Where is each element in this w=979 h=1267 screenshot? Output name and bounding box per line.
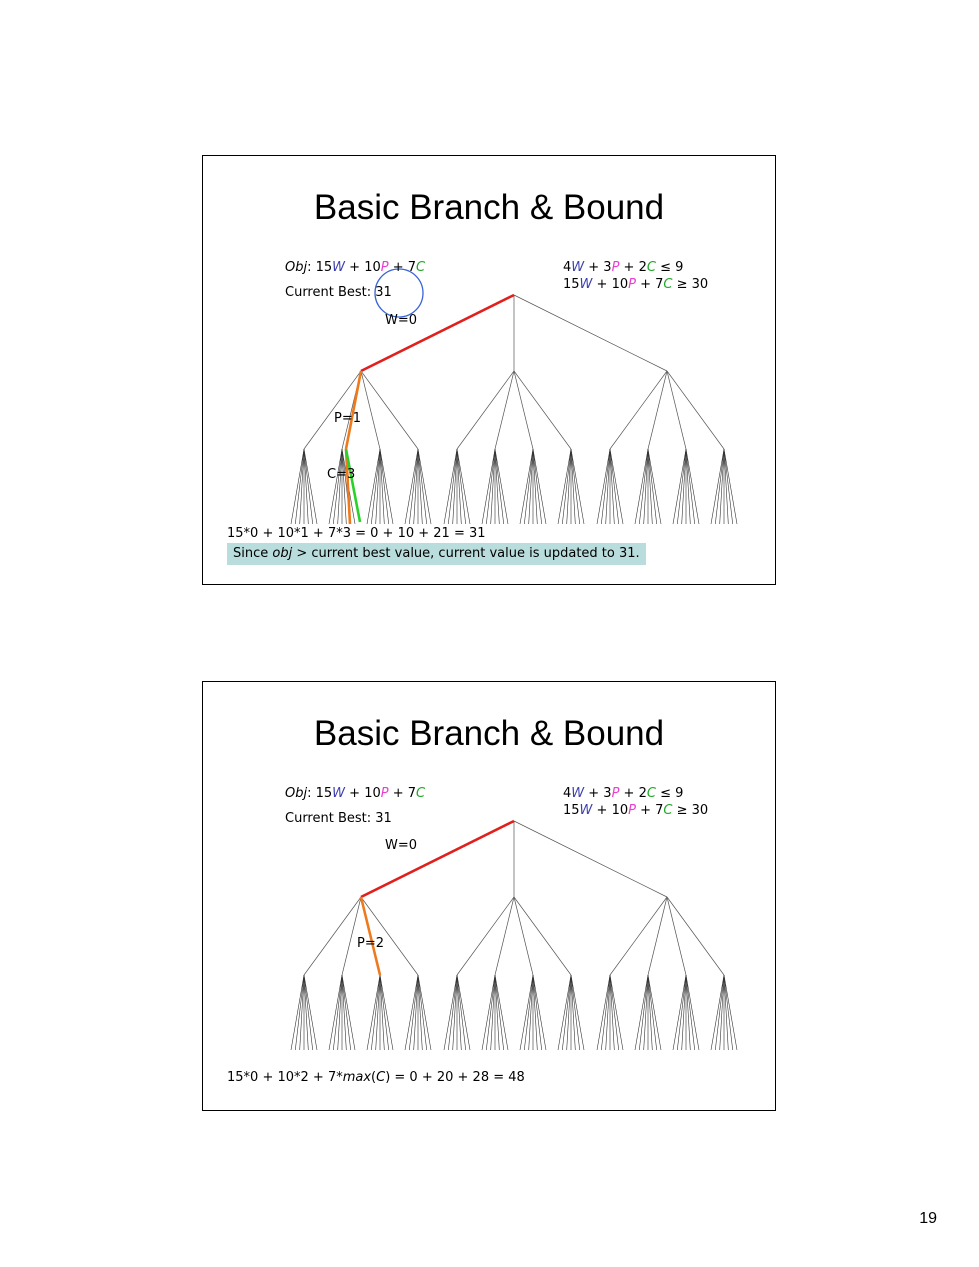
tree-edge	[562, 449, 571, 524]
slide-title: Basic Branch & Bound	[313, 714, 665, 753]
tree-edge	[533, 975, 542, 1050]
tree-edge	[333, 449, 342, 524]
current-best: Current Best: 31	[285, 811, 392, 826]
tree-edge	[610, 975, 619, 1050]
tree-edge	[610, 371, 667, 449]
branch-label-w: W=0	[385, 313, 418, 328]
current-best: Current Best: 31	[285, 285, 392, 300]
tree-edge	[724, 449, 733, 524]
tree-edge	[648, 449, 657, 524]
tree-edge	[667, 371, 724, 449]
tree-edge	[495, 897, 514, 975]
tree-edge	[677, 449, 686, 524]
tree-edge	[418, 449, 427, 524]
slide-title: Basic Branch & Bound	[313, 188, 665, 227]
update-note: Since obj > current best value, current value is updated to 31.	[227, 543, 646, 565]
tree-edge	[639, 975, 648, 1050]
p-branch-path	[346, 371, 361, 449]
tree-edge	[409, 975, 418, 1050]
tree-edge	[495, 449, 504, 524]
tree-edge	[562, 975, 571, 1050]
tree-edge	[667, 371, 686, 449]
tree-edge	[514, 371, 533, 449]
tree-edge	[610, 897, 667, 975]
tree-edge	[495, 371, 514, 449]
tree-edge	[514, 371, 571, 449]
tree-edge	[571, 449, 580, 524]
tree-edge	[361, 371, 418, 449]
tree-edge	[304, 449, 313, 524]
tree-edge	[648, 975, 657, 1050]
tree-edge	[486, 975, 495, 1050]
tree-edge	[571, 975, 580, 1050]
tree-edge	[724, 975, 733, 1050]
page-number: 19	[919, 1210, 937, 1227]
constraint-value: 15W + 10P + 7C ≥ 30	[563, 277, 709, 292]
tree-edge	[495, 975, 504, 1050]
tree-edge	[333, 975, 342, 1050]
tree-edge	[667, 897, 724, 975]
tree-edge	[457, 371, 514, 449]
tree-edge	[648, 897, 667, 975]
w-branch-path	[361, 295, 514, 371]
w-branch-path	[361, 821, 514, 897]
objective-calculation: 15*0 + 10*1 + 7*3 = 0 + 10 + 21 = 31	[227, 526, 486, 541]
tree-edge	[601, 449, 610, 524]
tree-edge	[610, 449, 619, 524]
objective-function: Obj: 15W + 10P + 7C	[285, 260, 426, 275]
objective-function: Obj: 15W + 10P + 7C	[285, 786, 426, 801]
tree-edge	[486, 449, 495, 524]
tree-edge	[514, 897, 571, 975]
tree-edge	[686, 449, 695, 524]
branch-label-p: P=1	[334, 411, 362, 426]
tree-edge	[648, 371, 667, 449]
tree-edge	[524, 449, 533, 524]
tree-edge	[639, 449, 648, 524]
tree-edge	[448, 449, 457, 524]
slide-2	[202, 681, 776, 1111]
tree-edge	[409, 449, 418, 524]
tree-edge	[380, 449, 389, 524]
tree-edge	[686, 975, 695, 1050]
tree-edge	[304, 975, 313, 1050]
tree-edge	[371, 975, 380, 1050]
branch-label-c: C=3	[327, 467, 356, 482]
constraint-weight: 4W + 3P + 2C ≤ 9	[563, 260, 684, 275]
tree-edge	[457, 449, 466, 524]
objective-calculation: 15*0 + 10*2 + 7*max(C) = 0 + 20 + 28 = 48	[227, 1070, 525, 1085]
tree-edge	[361, 371, 380, 449]
tree-edge	[295, 449, 304, 524]
branch-label-w: W=0	[385, 838, 418, 853]
tree-edge	[457, 897, 514, 975]
tree-edge	[601, 975, 610, 1050]
tree-edge	[457, 975, 466, 1050]
tree-edge	[380, 975, 389, 1050]
tree-edge	[715, 449, 724, 524]
slide-1	[202, 155, 776, 585]
tree-edge	[371, 449, 380, 524]
tree-edge	[448, 975, 457, 1050]
tree-edge	[533, 449, 542, 524]
constraint-weight: 4W + 3P + 2C ≤ 9	[563, 786, 684, 801]
tree-edge	[304, 897, 361, 975]
tree-edge	[295, 975, 304, 1050]
tree-edge	[677, 975, 686, 1050]
tree-edge	[342, 975, 351, 1050]
tree-edge	[667, 897, 686, 975]
branch-label-p: P=2	[357, 936, 385, 951]
tree-edge	[514, 897, 533, 975]
tree-edge	[514, 821, 667, 897]
tree-edge	[524, 975, 533, 1050]
tree-edge	[715, 975, 724, 1050]
constraint-value: 15W + 10P + 7C ≥ 30	[563, 803, 709, 818]
tree-edge	[418, 975, 427, 1050]
tree-edge	[514, 295, 667, 371]
